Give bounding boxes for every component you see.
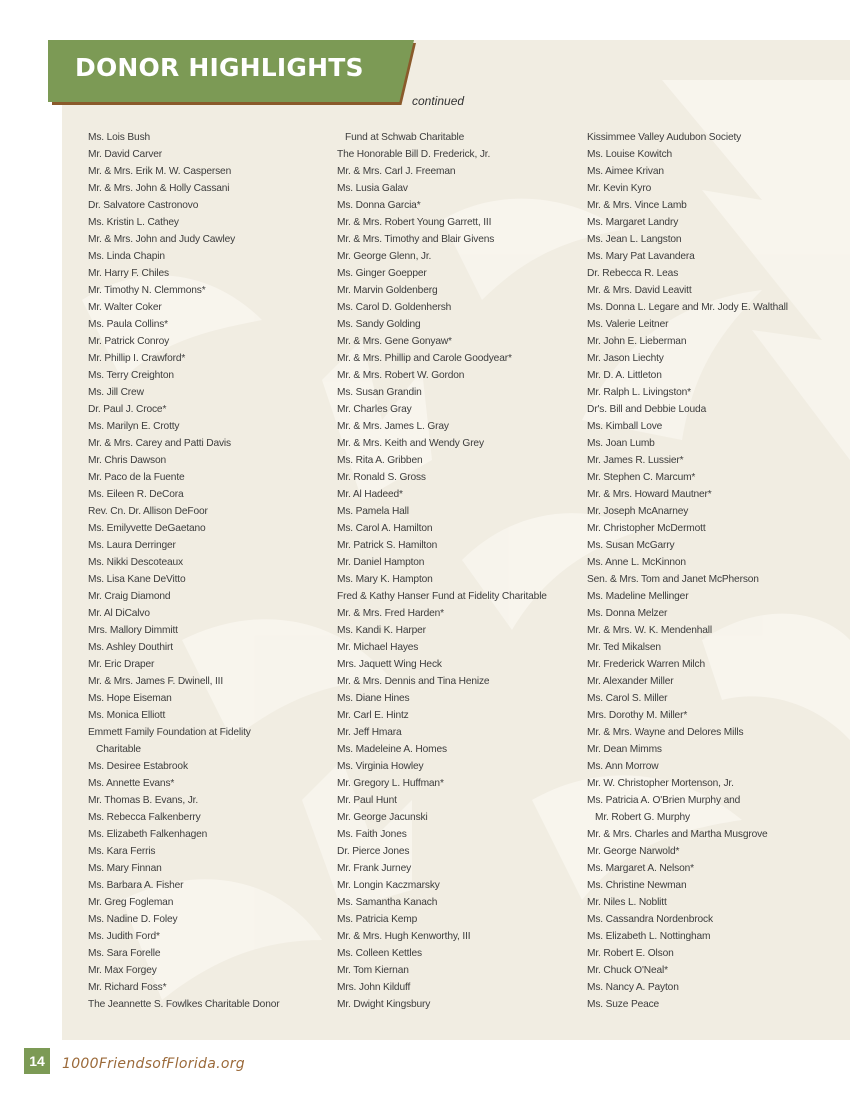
donor-name: Ms. Emilyvette DeGaetano (88, 523, 206, 534)
donor-name: Dr. Pierce Jones (337, 846, 410, 857)
donor-name: Ms. Mary K. Hampton (337, 574, 433, 585)
donor-name: Mr. Paco de la Fuente (88, 472, 185, 483)
donor-name: Mr. Daniel Hampton (337, 557, 425, 568)
donor-name: Ms. Margaret A. Nelson* (587, 863, 694, 874)
donor-name: Mr. Dean Mimms (587, 744, 662, 755)
donor-name: Mr. Patrick S. Hamilton (337, 540, 438, 551)
donor-name: Ms. Desiree Estabrook (88, 761, 188, 772)
donor-name: Mr. Carl E. Hintz (337, 710, 409, 721)
donor-name: Mr. D. A. Littleton (587, 370, 662, 381)
donor-name: Ms. Carol D. Goldenhersh (337, 302, 452, 313)
donor-column-3 (587, 129, 788, 1013)
donor-name: Mr. Thomas B. Evans, Jr. (88, 795, 199, 806)
donor-name: Mr. & Mrs. James F. Dwinell, III (88, 676, 224, 687)
donor-name: Emmett Family Foundation at Fidelity (88, 727, 251, 738)
donor-name: Ms. Jill Crew (88, 387, 144, 398)
donor-name: Ms. Anne L. McKinnon (587, 557, 686, 568)
donor-name: Mr. Michael Hayes (337, 642, 419, 653)
donor-name: Ms. Lois Bush (88, 132, 151, 143)
donor-name: Ms. Susan Grandin (337, 387, 422, 398)
donor-name: Ms. Kimball Love (587, 421, 663, 432)
donor-name: Mr. Al DiCalvo (88, 608, 150, 619)
donor-name: Rev. Cn. Dr. Allison DeFoor (88, 506, 208, 517)
donor-name: Mr. & Mrs. Keith and Wendy Grey (337, 438, 484, 449)
donor-name: Ms. Joan Lumb (587, 438, 655, 449)
donor-name: Mr. George Glenn, Jr. (337, 251, 432, 262)
donor-name: Mr. Gregory L. Huffman* (337, 778, 444, 789)
donor-name: Ms. Carol S. Miller (587, 693, 668, 704)
donor-name: Ms. Jean L. Langston (587, 234, 682, 245)
donor-name: Dr. Salvatore Castronovo (88, 200, 199, 211)
donor-name: Mr. Greg Fogleman (88, 897, 174, 908)
donor-name: Kissimmee Valley Audubon Society (587, 132, 742, 143)
donor-name: Mr. & Mrs. Gene Gonyaw* (337, 336, 452, 347)
donor-name: Dr. Rebecca R. Leas (587, 268, 679, 279)
donor-column-2 (337, 129, 547, 1013)
donor-name: Ms. Sara Forelle (88, 948, 161, 959)
donor-column-1 (88, 129, 279, 1013)
donor-name: Ms. Susan McGarry (587, 540, 675, 551)
donor-name: Mr. & Mrs. Hugh Kenworthy, III (337, 931, 471, 942)
donor-name: Ms. Nancy A. Payton (587, 982, 679, 993)
donor-name: Fred & Kathy Hanser Fund at Fidelity Charitable (337, 591, 547, 602)
donor-name: Ms. Kara Ferris (88, 846, 156, 857)
donor-name: Mr. Stephen C. Marcum* (587, 472, 696, 483)
donor-name: Mr. & Mrs. James L. Gray (337, 421, 449, 432)
donor-name: Mr. & Mrs. Erik M. W. Caspersen (88, 166, 232, 177)
donor-name: Mr. Harry F. Chiles (88, 268, 169, 279)
donor-name: Mrs. Jaquett Wing Heck (337, 659, 442, 670)
donor-name: Mr. Robert G. Murphy (595, 812, 690, 823)
donor-name: Mr. Jeff Hmara (337, 727, 402, 738)
donor-name: Mr. Dwight Kingsbury (337, 999, 431, 1010)
donor-name: Mr. Ronald S. Gross (337, 472, 426, 483)
donor-name: Dr. Paul J. Croce* (88, 404, 167, 415)
donor-name: Ms. Diane Hines (337, 693, 410, 704)
donor-name: Ms. Rebecca Falkenberry (88, 812, 201, 823)
donor-name: Ms. Christine Newman (587, 880, 687, 891)
donor-name: Ms. Rita A. Gribben (337, 455, 423, 466)
continued-label: continued (412, 94, 465, 108)
donor-name: Mr. George Jacunski (337, 812, 428, 823)
donor-name: Ms. Margaret Landry (587, 217, 679, 228)
donor-name: Mr. & Mrs. Carey and Patti Davis (88, 438, 231, 449)
donor-name: Mr. Craig Diamond (88, 591, 171, 602)
donor-name: The Jeannette S. Fowlkes Charitable Donor (88, 999, 280, 1010)
donor-name: Ms. Suze Peace (587, 999, 660, 1010)
donor-name: Mr. & Mrs. Robert Young Garrett, III (337, 217, 492, 228)
donor-name: Ms. Ashley Douthirt (88, 642, 173, 653)
donor-name: Charitable (96, 744, 141, 755)
donor-name: Mr. & Mrs. John & Holly Cassani (88, 183, 230, 194)
donor-name: Mr. & Mrs. W. K. Mendenhall (587, 625, 713, 636)
donor-name: Ms. Nikki Descoteaux (88, 557, 183, 568)
donor-name: Mr. & Mrs. John and Judy Cawley (88, 234, 236, 245)
donor-name: Mr. Chris Dawson (88, 455, 166, 466)
donor-name: Ms. Virginia Howley (337, 761, 424, 772)
donor-name: Ms. Valerie Leitner (587, 319, 669, 330)
donor-name: Ms. Donna Garcia* (337, 200, 421, 211)
donor-name: Mr. Frank Jurney (337, 863, 412, 874)
donor-name: Ms. Ann Morrow (587, 761, 659, 772)
donor-name: Mr. Ted Mikalsen (587, 642, 661, 653)
donor-name: Ms. Kandi K. Harper (337, 625, 426, 636)
donor-name: Ms. Aimee Krivan (587, 166, 664, 177)
donor-name: Ms. Sandy Golding (337, 319, 421, 330)
donor-name: Ms. Nadine D. Foley (88, 914, 178, 925)
donor-name: Ms. Terry Creighton (88, 370, 174, 381)
donor-name: Mr. Patrick Conroy (88, 336, 170, 347)
donor-name: Ms. Madeline Mellinger (587, 591, 689, 602)
donor-name: Ms. Samantha Kanach (337, 897, 438, 908)
donor-name: Mr. Frederick Warren Milch (587, 659, 705, 670)
donor-name: Ms. Paula Collins* (88, 319, 168, 330)
donor-name: Mr. & Mrs. Charles and Martha Musgrove (587, 829, 768, 840)
donor-name: Ms. Ginger Goepper (337, 268, 427, 279)
donor-name: Ms. Monica Elliott (88, 710, 166, 721)
donor-name: Mr. & Mrs. Phillip and Carole Goodyear* (337, 353, 512, 364)
donor-name: Mr. Alexander Miller (587, 676, 674, 687)
donor-name: Mr. & Mrs. Carl J. Freeman (337, 166, 456, 177)
donor-name: Mr. & Mrs. Dennis and Tina Henize (337, 676, 490, 687)
donor-name: Ms. Mary Finnan (88, 863, 162, 874)
donor-name: Ms. Kristin L. Cathey (88, 217, 179, 228)
donor-name: Mr. Marvin Goldenberg (337, 285, 438, 296)
donor-name: Ms. Mary Pat Lavandera (587, 251, 695, 262)
donor-name: Ms. Laura Derringer (88, 540, 176, 551)
donor-name: Mr. & Mrs. David Leavitt (587, 285, 692, 296)
donor-name: The Honorable Bill D. Frederick, Jr. (337, 149, 491, 160)
donor-name: Ms. Barbara A. Fisher (88, 880, 184, 891)
donor-name: Mr. Richard Foss* (88, 982, 167, 993)
donor-name: Ms. Elizabeth L. Nottingham (587, 931, 711, 942)
donor-name: Mr. Robert E. Olson (587, 948, 674, 959)
page-title: DONOR HIGHLIGHTS (75, 53, 364, 82)
donor-name: Mr. Walter Coker (88, 302, 162, 313)
donor-name: Mr. Tom Kiernan (337, 965, 409, 976)
donor-name: Ms. Pamela Hall (337, 506, 409, 517)
donor-name: Ms. Marilyn E. Crotty (88, 421, 180, 432)
donor-name: Mr. David Carver (88, 149, 163, 160)
donor-name: Mrs. Dorothy M. Miller* (587, 710, 688, 721)
donor-name: Ms. Elizabeth Falkenhagen (88, 829, 208, 840)
donor-name: Ms. Linda Chapin (88, 251, 165, 262)
donor-name: Sen. & Mrs. Tom and Janet McPherson (587, 574, 759, 585)
donor-name: Mr. Charles Gray (337, 404, 412, 415)
donor-name: Ms. Donna L. Legare and Mr. Jody E. Walthall (587, 302, 788, 313)
donor-name: Mr. Timothy N. Clemmons* (88, 285, 206, 296)
donor-name: Mr. Al Hadeed* (337, 489, 403, 500)
donor-name: Ms. Hope Eiseman (88, 693, 172, 704)
donor-name: Mr. & Mrs. Timothy and Blair Givens (337, 234, 495, 245)
donor-name: Ms. Judith Ford* (88, 931, 160, 942)
donor-name: Ms. Carol A. Hamilton (337, 523, 433, 534)
donor-name: Mr. Chuck O'Neal* (587, 965, 668, 976)
donor-name: Mr. & Mrs. Howard Mautner* (587, 489, 712, 500)
donor-name: Ms. Madeleine A. Homes (337, 744, 447, 755)
donor-name: Mrs. John Kilduff (337, 982, 411, 993)
donor-name: Ms. Lisa Kane DeVitto (88, 574, 186, 585)
donor-name: Mr. W. Christopher Mortenson, Jr. (587, 778, 734, 789)
donor-name: Mr. Ralph L. Livingston* (587, 387, 691, 398)
donor-name: Mr. Eric Draper (88, 659, 155, 670)
donor-name: Mr. & Mrs. Vince Lamb (587, 200, 687, 211)
donor-name: Ms. Cassandra Nordenbrock (587, 914, 713, 925)
donor-name: Ms. Donna Melzer (587, 608, 668, 619)
donor-name: Mr. & Mrs. Wayne and Delores Mills (587, 727, 744, 738)
donor-name: Mr. Longin Kaczmarsky (337, 880, 440, 891)
donor-name: Ms. Louise Kowitch (587, 149, 673, 160)
donor-name: Mr. Paul Hunt (337, 795, 397, 806)
donor-name: Ms. Faith Jones (337, 829, 407, 840)
donor-name: Mr. Max Forgey (88, 965, 157, 976)
donor-name: Mr. & Mrs. Robert W. Gordon (337, 370, 465, 381)
donor-name: Ms. Annette Evans* (88, 778, 175, 789)
donor-name: Mr. & Mrs. Fred Harden* (337, 608, 444, 619)
donor-name: Mrs. Mallory Dimmitt (88, 625, 178, 636)
donor-name: Mr. Christopher McDermott (587, 523, 706, 534)
donor-name: Ms. Lusia Galav (337, 183, 408, 194)
donor-name: Ms. Patricia A. O'Brien Murphy and (587, 795, 741, 806)
donor-name: Mr. Phillip I. Crawford* (88, 353, 186, 364)
donor-name: Mr. John E. Lieberman (587, 336, 687, 347)
donor-name: Mr. George Narwold* (587, 846, 680, 857)
donor-name: Dr's. Bill and Debbie Louda (587, 404, 707, 415)
donor-name: Ms. Patricia Kemp (337, 914, 418, 925)
donor-name: Mr. James R. Lussier* (587, 455, 684, 466)
donor-name: Mr. Jason Liechty (587, 353, 664, 364)
donor-name: Ms. Colleen Kettles (337, 948, 422, 959)
page-number: 14 (24, 1048, 50, 1074)
website-link[interactable]: 1000FriendsofFlorida.org (62, 1056, 245, 1072)
donor-name: Mr. Kevin Kyro (587, 183, 652, 194)
donor-name: Ms. Eileen R. DeCora (88, 489, 184, 500)
donor-name: Mr. Joseph McAnarney (587, 506, 689, 517)
donor-name: Mr. Niles L. Noblitt (587, 897, 667, 908)
donor-name: Fund at Schwab Charitable (345, 132, 465, 143)
